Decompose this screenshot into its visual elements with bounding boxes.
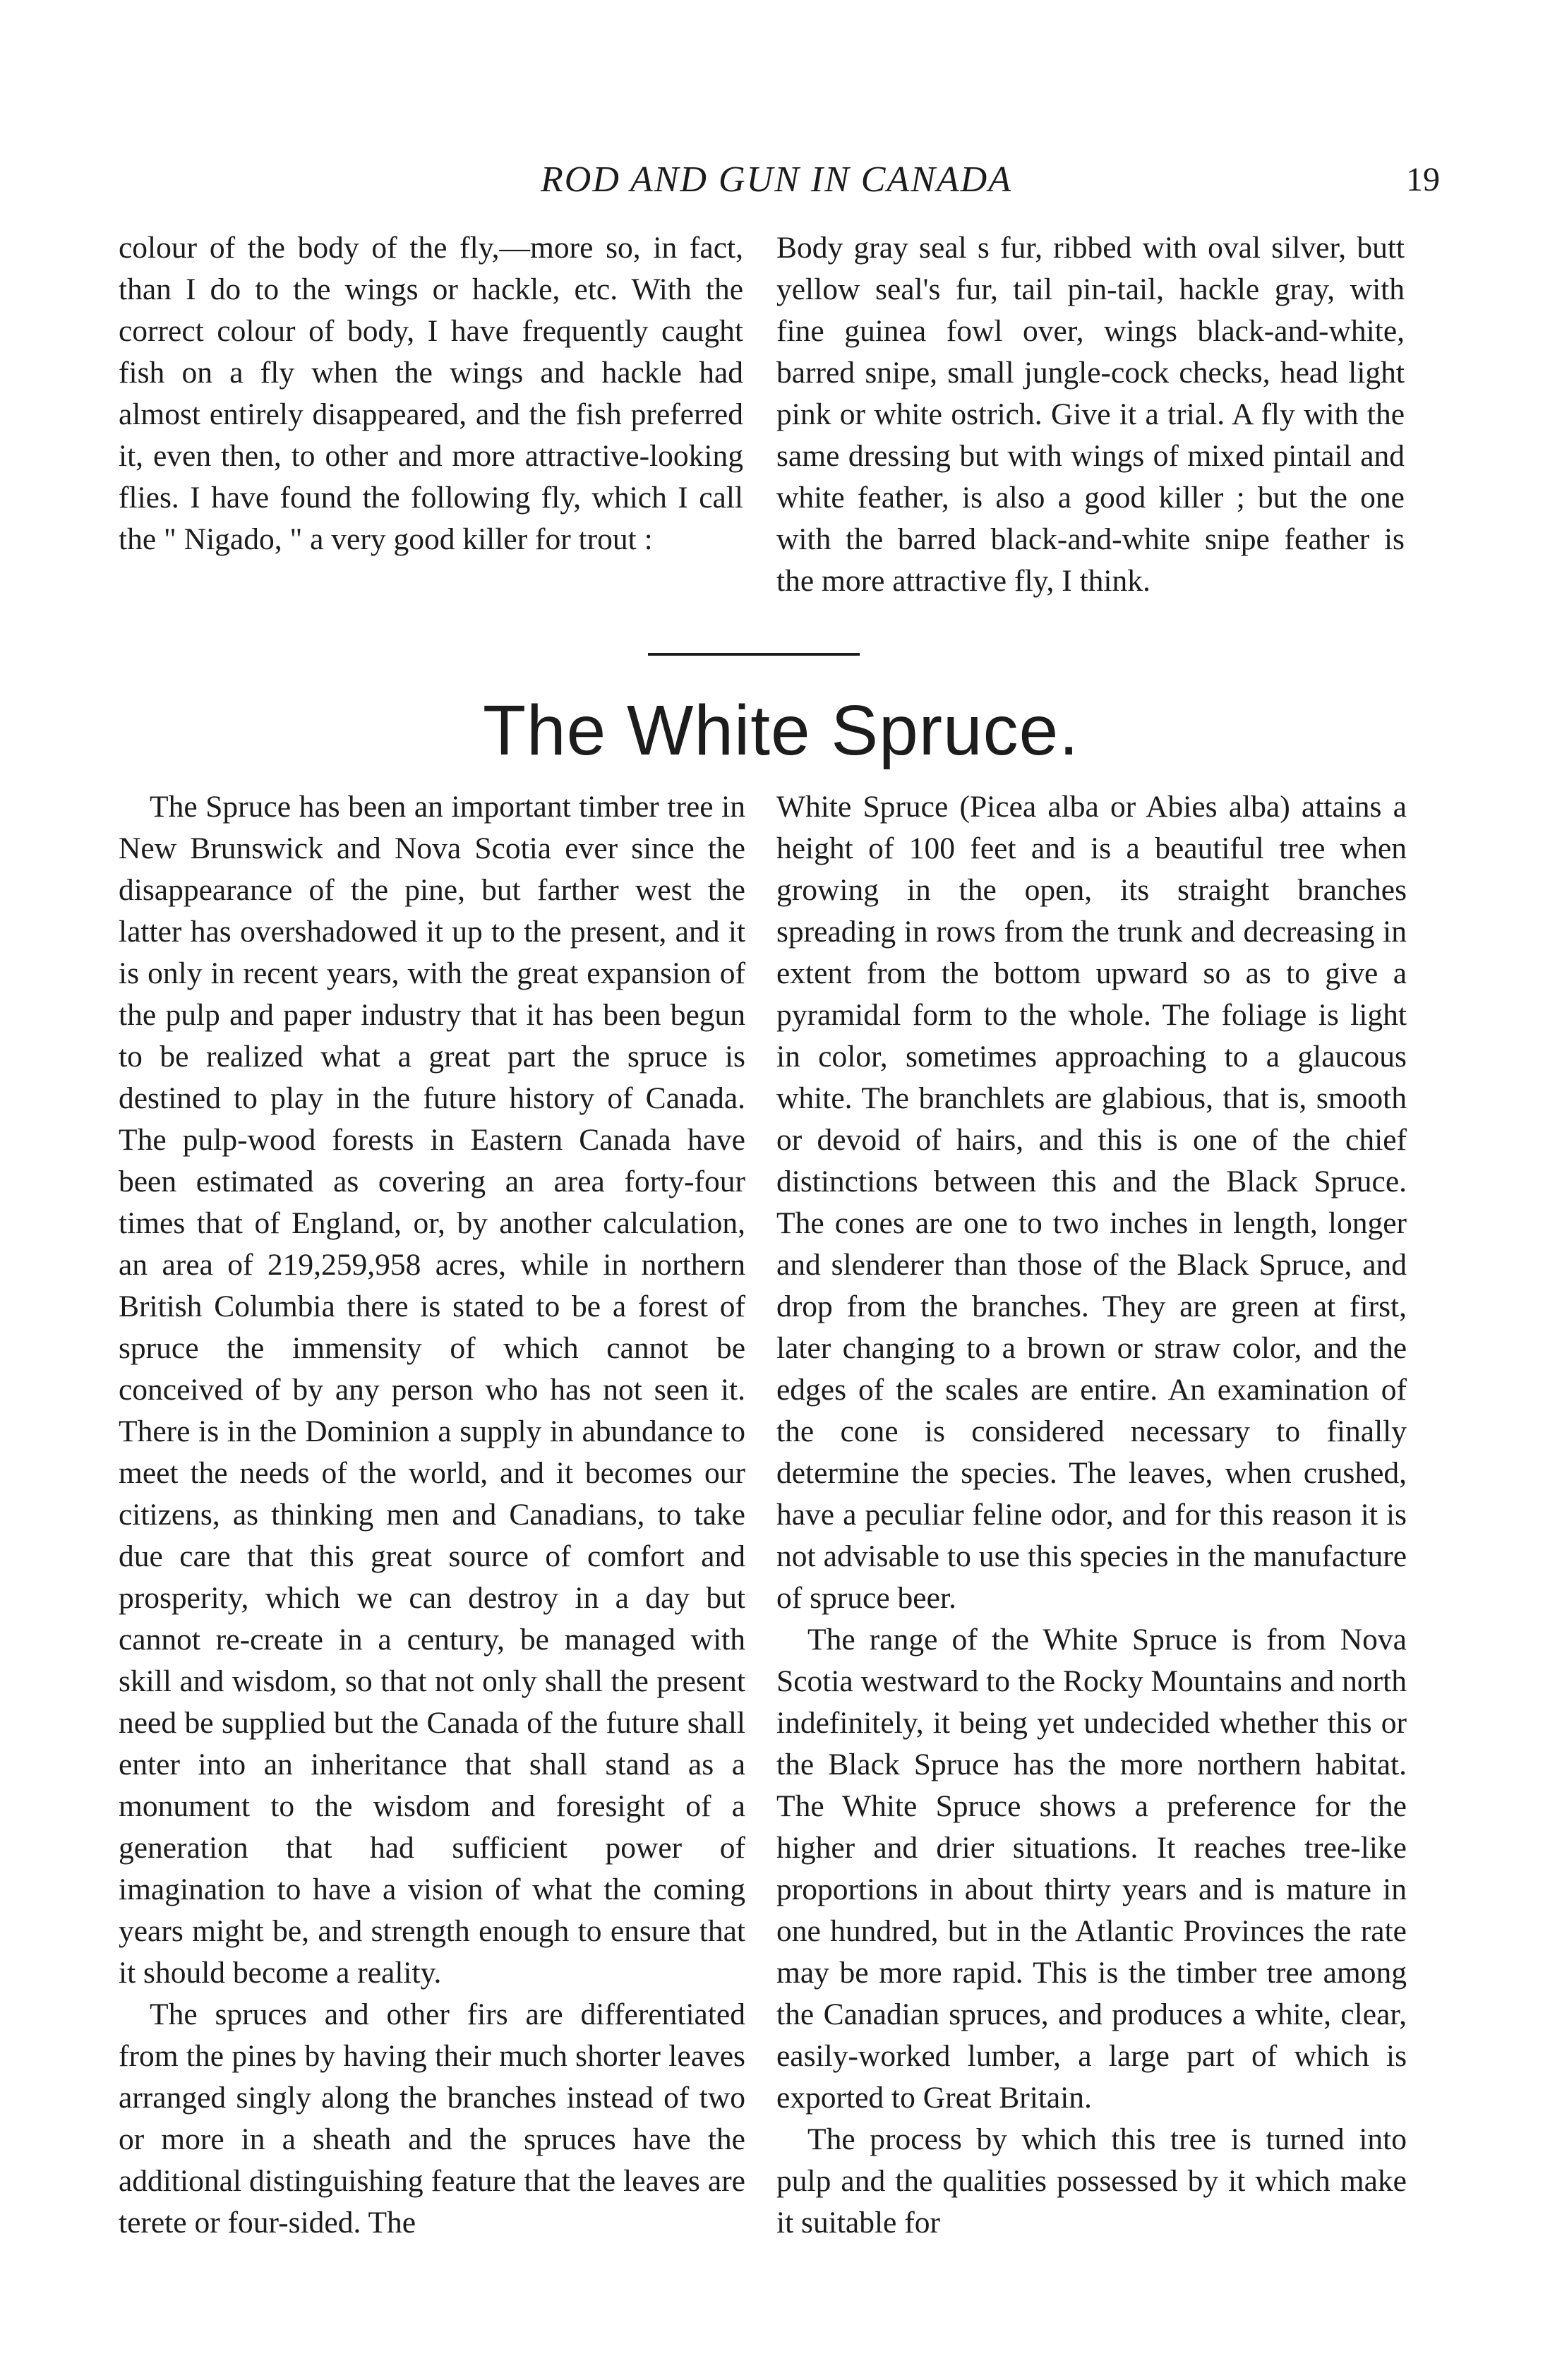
section-divider-rule — [648, 653, 860, 656]
article-paragraph: The range of the White Spruce is from Nova Scotia westward to the Rocky Mountains and north indefinitely, it being yet undecided whether this or the Black Spruce has the more northern habitat. The White Spruce shows a preference for the higher and drier situations. It reaches tree-like proportions in about thirty years and is mature in one hundred, but in the Atlantic Provinces the rate may be more rapid. This is the timber tree among the Canadian spruces, and produces a white, clear, easily-worked lumber, a large part of which is exported to Great Britain. — [776, 1623, 1407, 2115]
article-paragraph: The spruces and other firs are differentiated from the pines by having their much shorter leaves arranged singly along the branches instead of two or more in a sheath and the spruces have the additional distinguishing feature that the leaves are terete or four-sided. The — [119, 1997, 745, 2240]
article-paragraph: White Spruce (Picea alba or Abies alba) attains a height of 100 feet and is a beautiful tree when growing in the open, its straight branches spreading in rows from the trunk and decreasing in extent from the bottom upward so as to give a pyramidal form to the whole. The foliage is light in color, sometimes approaching to a glaucous white. The branchlets are glabious, that is, smooth or devoid of hairs, and this is one of the chief distinctions between this and the Black Spruce. The cones are one to two inches in length, longer and slenderer than those of the Black Spruce, and drop from the branches. They are green at first, later changing to a brown or straw color, and the edges of the scales are entire. An examination of the cone is considered necessary to finally determine the species. The leaves, when crushed, have a peculiar feline odor, and for this reason it is not advisable to use this species in the manufacture of spruce beer. — [776, 790, 1407, 1615]
article-paragraph: The Spruce has been an important timber tree in New Brunswick and Nova Scotia ever since the disappearance of the pine, but farther west the latter has overshadowed it up to the present, and it is only in recent years, with the great expansion of the pulp and paper industry that it has been begun to be realized what a great part the spruce is destined to play in the future history of Canada. The pulp-wood forests in Eastern Canada have been estimated as covering an area forty-four times that of England, or, by another calculation, an area of 219,259,958 acres, while in northern British Columbia there is stated to be a forest of spruce the immensity of which cannot be conceived of by any person who has not seen it. There is in the Dominion a supply in abundance to meet the needs of the world, and it becomes our citizens, as thinking men and Canadians, to take due care that this great source of comfort and prosperity, which we can destroy in a day but cannot re-create in a century, be managed with skill and wisdom, so that not only shall the present need be supplied but the Canada of the future shall enter into an inheritance that shall stand as a monument to the wisdom and foresight of a generation that had sufficient power of imagination to have a vision of what the coming years might be, and strength enough to ensure that it should become a reality. — [119, 790, 745, 1990]
article-left-column — [119, 786, 745, 2244]
article-right-column — [776, 786, 1407, 2244]
previous-article-paragraph: colour of the body of the fly,—more so, in fact, than I do to the wings or hackle, etc. With the correct colour of body, I have frequently caught fish on a fly when the wings and hackle had almost entirely disappeared, and the fish preferred it, even then, to other and more attractive-looking flies. I have found the following fly, which I call the " Nigado, " a very good killer for trout : — [119, 231, 743, 556]
running-head: ROD AND GUN IN CANADA — [541, 160, 1012, 200]
previous-article-left-column — [119, 227, 743, 560]
page-header — [113, 148, 1440, 212]
page-number: 19 — [1406, 161, 1440, 198]
article-title: The White Spruce. — [482, 691, 1080, 770]
article-paragraph: The process by which this tree is turned into pulp and the qualities possessed by it which make it suitable for — [776, 2122, 1407, 2240]
previous-article-paragraph: Body gray seal s fur, ribbed with oval silver, butt yellow seal's fur, tail pin-tail, hackle gray, with fine guinea fowl over, wings black-and-white, barred snipe, small jungle-cock checks, head light pink or white ostrich. Give it a trial. A fly with the same dressing but with wings of mixed pintail and white feather, is also a good killer ; but the one with the barred black-and-white snipe feather is the more attractive fly, I think. — [776, 231, 1405, 598]
previous-article-right-column — [776, 227, 1405, 602]
